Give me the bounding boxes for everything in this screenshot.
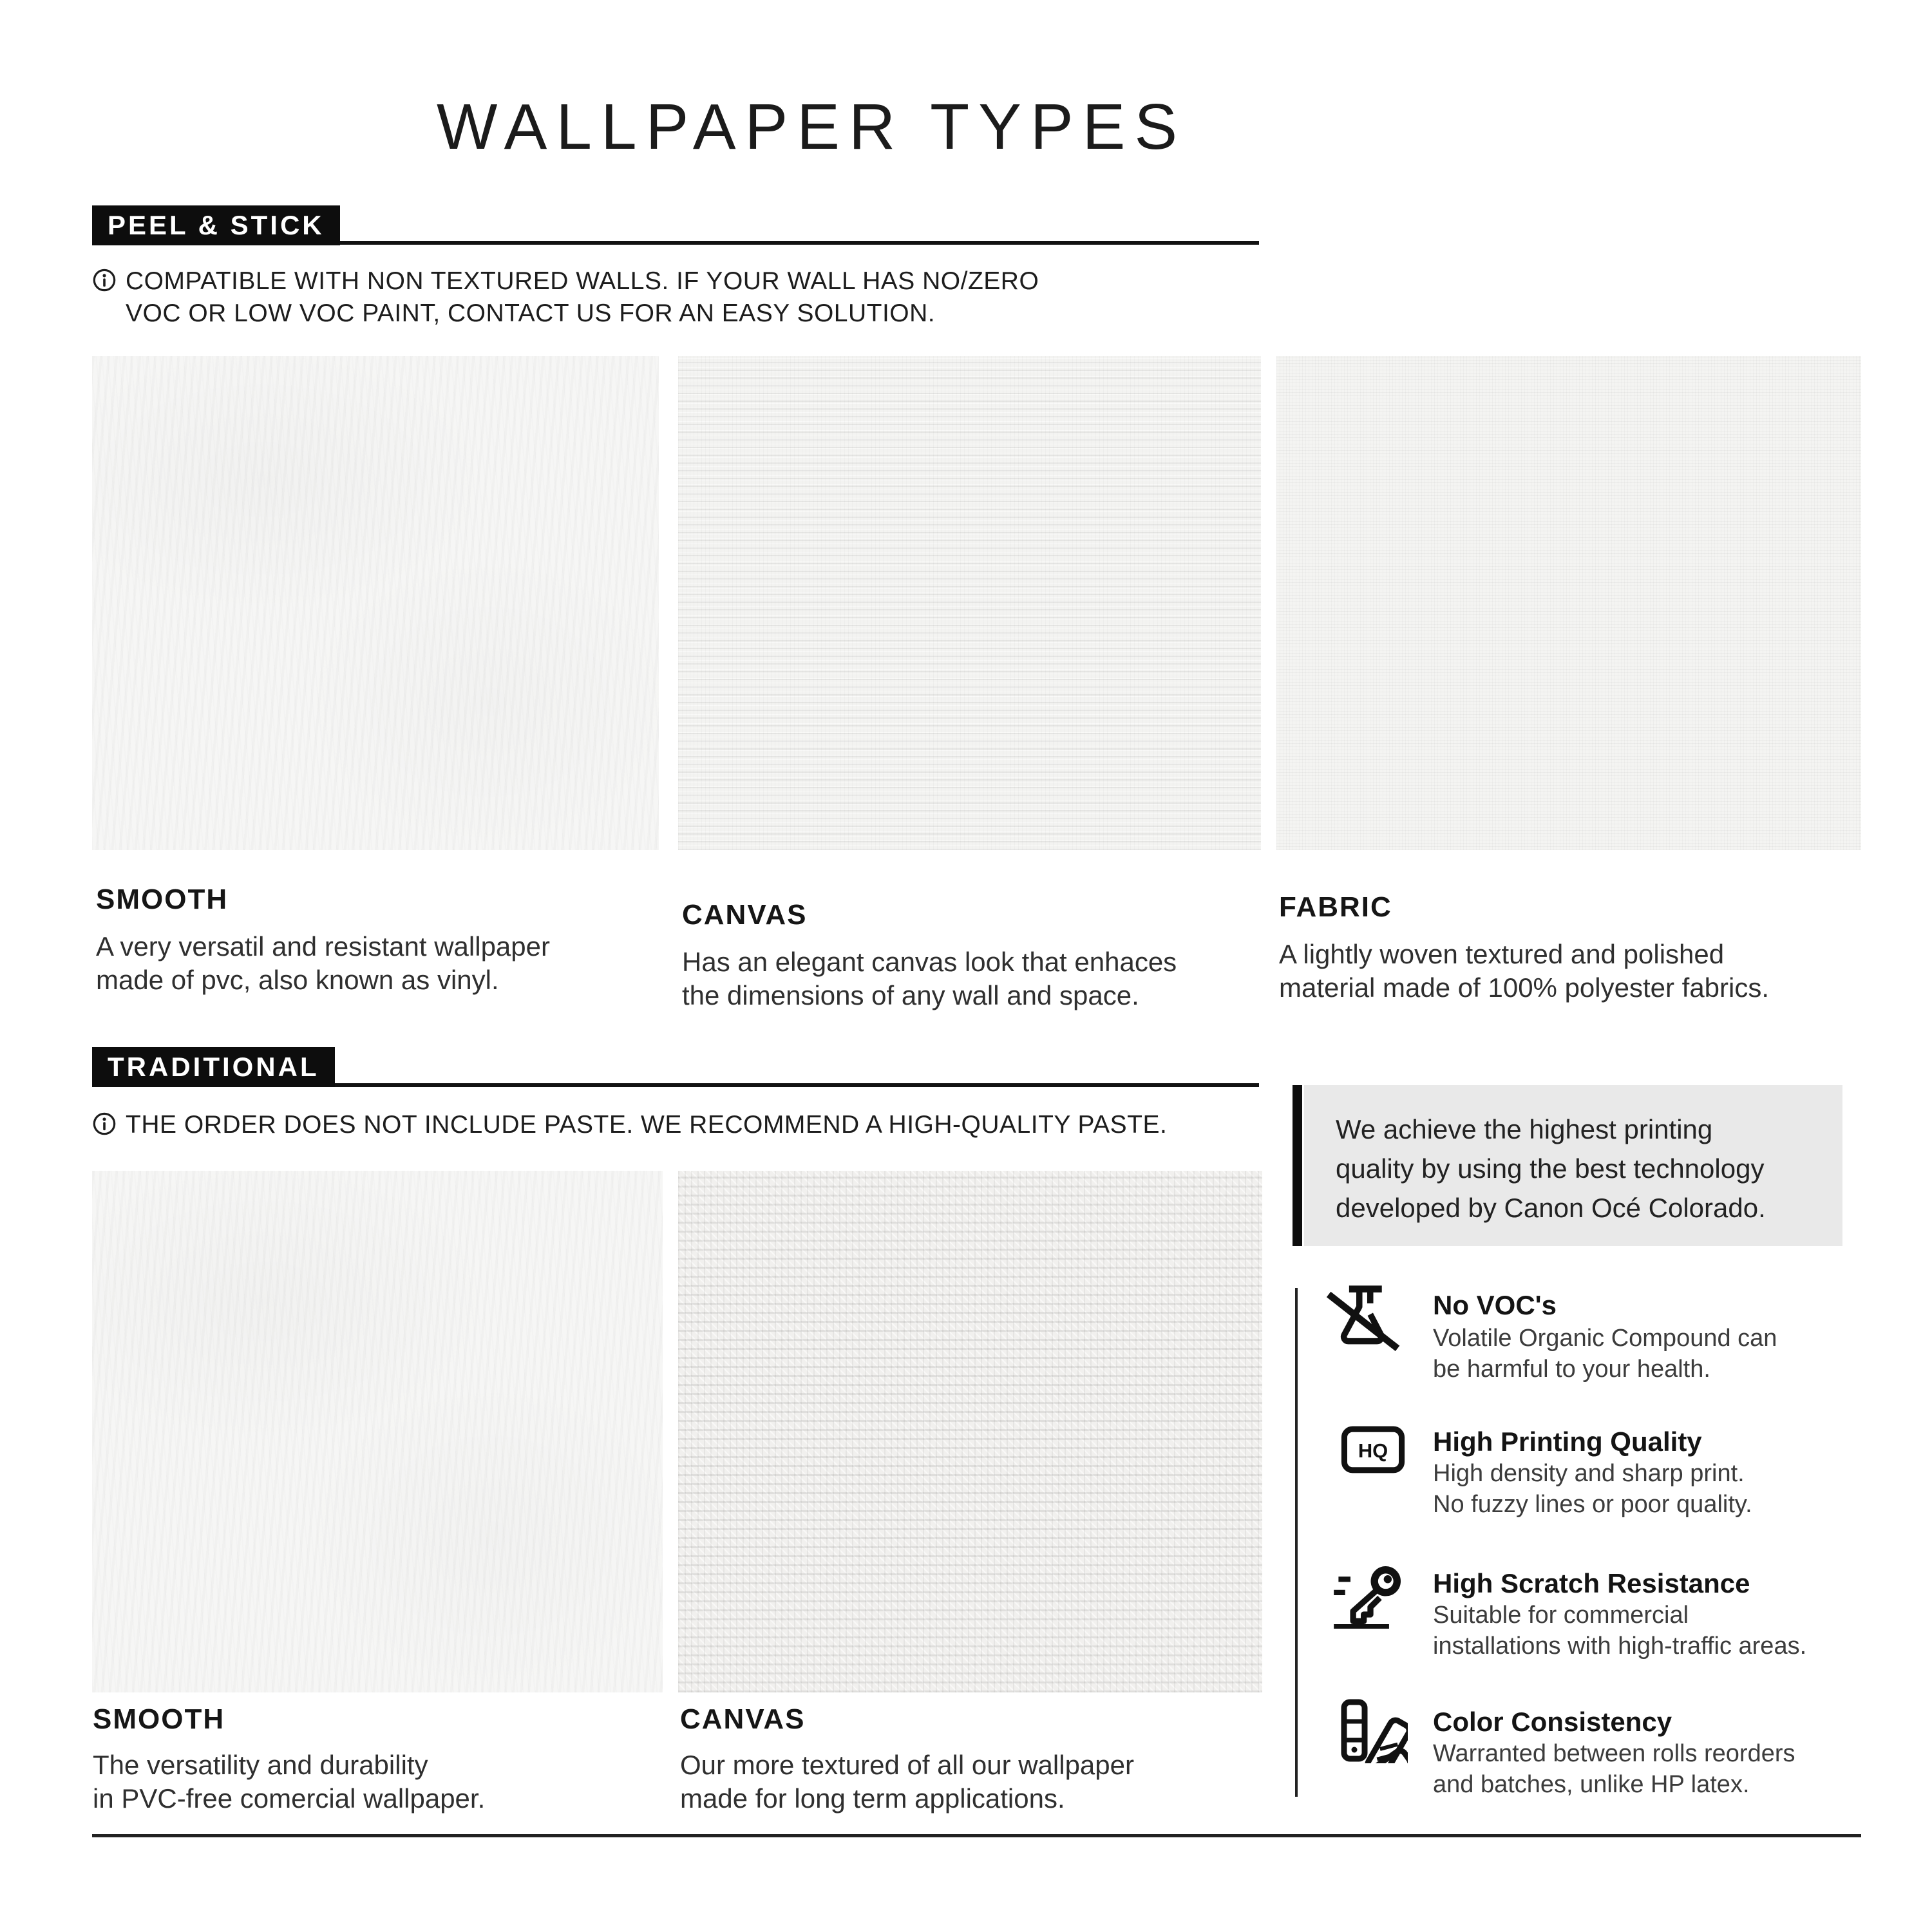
hq-badge-icon [1341, 1425, 1405, 1475]
info-icon [92, 1112, 117, 1136]
feature-title: High Scratch Resistance [1433, 1568, 1750, 1598]
smooth-texture-sample [92, 356, 659, 850]
type-desc [682, 945, 1177, 1012]
desc-line: A lightly woven textured and polished [1279, 939, 1725, 969]
section-badge-traditional [92, 1047, 335, 1087]
fabric-texture-sample [1276, 356, 1861, 850]
quality-line: quality by using the best technology [1336, 1153, 1765, 1184]
desc-line: and batches, unlike HP latex. [1433, 1771, 1750, 1798]
desc-line: in PVC-free comercial wallpaper. [93, 1783, 486, 1814]
caption-canvas-peel-stick [682, 899, 1177, 1012]
quality-box-accent-bar [1293, 1085, 1302, 1246]
type-desc [96, 930, 550, 997]
traditional-note-text [126, 1109, 1167, 1141]
desc-line: No fuzzy lines or poor quality. [1433, 1491, 1752, 1518]
feature-desc [1433, 1323, 1777, 1385]
feature-desc [1433, 1458, 1752, 1520]
quality-line: developed by Canon Océ Colorado. [1336, 1193, 1766, 1223]
desc-line: Warranted between rolls reorders [1433, 1740, 1795, 1767]
caption-canvas-traditional [680, 1703, 1134, 1815]
color-swatch-icon [1340, 1698, 1408, 1763]
desc-line: the dimensions of any wall and space. [682, 980, 1139, 1010]
desc-line: Our more textured of all our wallpaper [680, 1750, 1134, 1780]
type-desc [93, 1748, 485, 1815]
section-label-traditional: TRADITIONAL [108, 1052, 319, 1082]
note-line: COMPATIBLE WITH NON TEXTURED WALLS. IF YOUR WALL HAS NO/ZERO [126, 267, 1039, 295]
feature-title: No VOC's [1433, 1290, 1557, 1320]
note-line: THE ORDER DOES NOT INCLUDE PASTE. WE RECOMMEND A HIGH-QUALITY PASTE. [126, 1111, 1168, 1139]
peel-stick-note-text [126, 265, 1039, 330]
info-icon [92, 268, 117, 292]
desc-line: Volatile Organic Compound can [1433, 1325, 1777, 1352]
type-title: SMOOTH [96, 884, 229, 915]
page-title: WALLPAPER TYPES [436, 91, 1187, 163]
caption-fabric-peel-stick [1279, 891, 1769, 1005]
type-desc [1279, 938, 1769, 1005]
smooth-texture-sample [92, 1171, 663, 1692]
bottom-rule [92, 1834, 1861, 1837]
desc-line: High density and sharp print. [1433, 1460, 1745, 1487]
features-divider-line [1295, 1288, 1298, 1797]
desc-line: made for long term applications. [680, 1783, 1065, 1814]
quality-line: We achieve the highest printing [1336, 1114, 1713, 1144]
traditional-note [92, 1109, 1167, 1141]
section-label-peel-stick: PEEL & STICK [108, 210, 325, 240]
rough-canvas-texture-sample [678, 1171, 1262, 1692]
peel-stick-note [92, 265, 1039, 330]
desc-line: The versatility and durability [93, 1750, 428, 1780]
key-scratch-icon [1331, 1562, 1410, 1629]
feature-desc [1433, 1738, 1795, 1800]
note-line: VOC OR LOW VOC PAINT, CONTACT US FOR AN EASY SOLUTION. [126, 299, 936, 327]
type-desc [680, 1748, 1134, 1815]
no-voc-flask-icon [1324, 1283, 1400, 1351]
type-title: FABRIC [1279, 891, 1392, 923]
desc-line: Suitable for commercial [1433, 1602, 1689, 1629]
feature-desc [1433, 1600, 1806, 1662]
section-badge-peel-stick [92, 205, 340, 245]
desc-line: installations with high-traffic areas. [1433, 1633, 1807, 1660]
type-title: CANVAS [680, 1703, 806, 1735]
feature-title: Color Consistency [1433, 1707, 1672, 1737]
caption-smooth-peel-stick [96, 884, 550, 997]
desc-line: be harmful to your health. [1433, 1356, 1710, 1383]
quality-statement-box [1304, 1085, 1842, 1246]
hq-badge-label: HQ [1358, 1439, 1388, 1462]
caption-smooth-traditional [93, 1703, 485, 1815]
type-title: SMOOTH [93, 1703, 225, 1735]
desc-line: A very versatil and resistant wallpaper [96, 931, 550, 961]
feature-title: High Printing Quality [1433, 1426, 1702, 1457]
desc-line: material made of 100% polyester fabrics. [1279, 972, 1770, 1003]
desc-line: Has an elegant canvas look that enhaces [682, 947, 1177, 977]
desc-line: made of pvc, also known as vinyl. [96, 965, 499, 995]
type-title: CANVAS [682, 899, 808, 931]
canvas-texture-sample [678, 356, 1261, 850]
